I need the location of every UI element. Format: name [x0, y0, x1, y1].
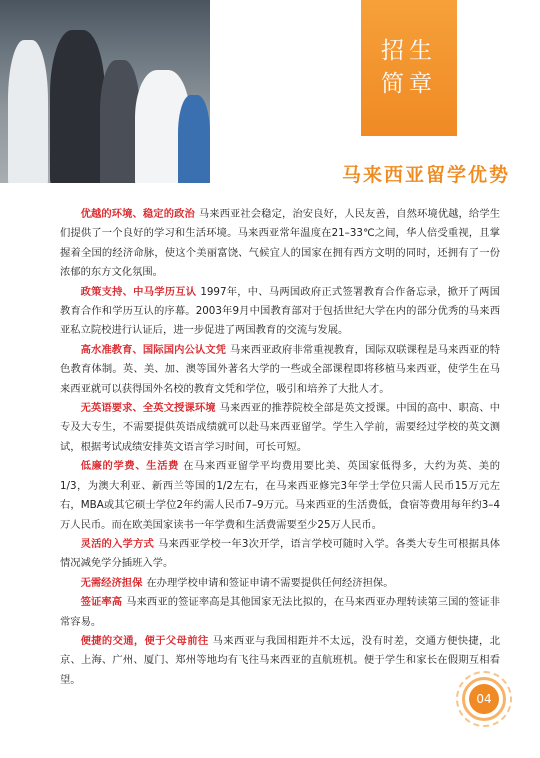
section-title: 马来西亚留学优势 — [341, 164, 510, 186]
recruitment-badge — [361, 0, 457, 136]
advantage-keyword: 低廉的学费、生活费 — [80, 460, 180, 473]
advantage-text: 马来西亚的签证率高是其他国家无法比拟的，在马来西亚办理转读第三国的签证非常容易。 — [60, 596, 501, 628]
advantage-keyword: 无需经济担保 — [80, 576, 143, 589]
advantage-keyword: 无英语要求、全英文授课环境 — [80, 402, 216, 415]
advantage-paragraph — [60, 574, 500, 593]
advantage-paragraph — [60, 205, 500, 283]
advantage-paragraph — [60, 535, 500, 574]
advantage-paragraph — [60, 283, 500, 341]
advantage-keyword: 政策支持、中马学历互认 — [80, 285, 197, 298]
advantage-paragraph — [60, 399, 500, 457]
advantage-text: 马来西亚的推荐院校全部是英文授课。中国的高中、职高、中专及大专生，不需要提供英语成绩就可以赴马来西亚留学。学生入学前，需要经过学校的英文测试，根据考试成绩安排英文语言学习时间，可长可短。 — [60, 402, 501, 453]
advantage-text: 1997年，中、马两国政府正式签署教育合作备忘录，掀开了两国教育合作和学历互认的序幕。2003年9月中国教育部对于包括世纪大学在内的部分优秀的马来西亚私立院校进行认证后，进一步促进了两国教育的交流与发展。 — [60, 285, 500, 337]
advantage-paragraph — [60, 341, 500, 399]
advantage-text: 在马来西亚留学平均费用要比美、英国家低得多，大约为英、美的1/3，为澳大利亚、新西兰等国的1/2左右，在马来西亚修完3年学士学位只需人民币15万元左右，MBA或其它硕士学位2年约需人民币7–9万元。马来西亚的生活费低，食宿等费用每年约3–4万人民币。而在欧美国家读书一年学费和生活费需要至少25万人民币。 — [60, 460, 501, 531]
page-number-badge — [462, 677, 506, 721]
advantage-keyword: 便捷的交通，便于父母前往 — [80, 634, 209, 647]
advantage-keyword: 优越的环境、稳定的政治 — [80, 208, 195, 220]
advantage-keyword: 高水准教育、国际国内公认文凭 — [80, 343, 227, 356]
advantage-text: 在办理学校申请和签证申请不需要提供任何经济担保。 — [146, 576, 394, 589]
advantage-text: 马来西亚与我国相距并不太远，没有时差，交通方便快捷，北京、上海、广州、厦门、郑州等地均有飞往马来西亚的直航班机。便于学生和家长在假期互相看望。 — [60, 634, 501, 686]
advantage-text: 马来西亚政府非常重视教育，国际双联课程是马来西亚的特色教育体制。英、美、加、澳等国外著名大学的一些或全部课程即将移植马来西亚，使学生在马来西亚就可以获得国外名校的教育文凭和学位，吸引和培养了大批人才。 — [60, 343, 501, 395]
advantage-keyword: 灵活的入学方式 — [80, 537, 154, 550]
advantages-list — [60, 205, 500, 690]
advantage-paragraph — [60, 457, 500, 535]
advantage-text: 马来西亚社会稳定，治安良好，人民友善，自然环境优越，给学生们提供了一个良好的学习和生活环境。马来西亚常年温度在21–33℃之间，华人倍受重视，且掌握着全国的经济命脉，使这个美丽富饶、气候宜人的国家在拥有西方文明的同时，还拥有了一份浓郁的东方文化氛围。 — [60, 208, 501, 279]
advantage-paragraph — [60, 593, 500, 632]
advantage-text: 马来西亚学校一年3次开学，语言学校可随时入学。各类大专生可根据具体情况减免学分插班入学。 — [60, 537, 500, 570]
advantage-keyword: 签证率高 — [80, 596, 123, 609]
advantage-paragraph — [60, 632, 500, 690]
page-number: 04 — [469, 684, 499, 714]
badge-line-1: 招生 — [381, 38, 437, 64]
header-photo — [0, 0, 210, 183]
badge-line-2: 简章 — [381, 71, 437, 97]
